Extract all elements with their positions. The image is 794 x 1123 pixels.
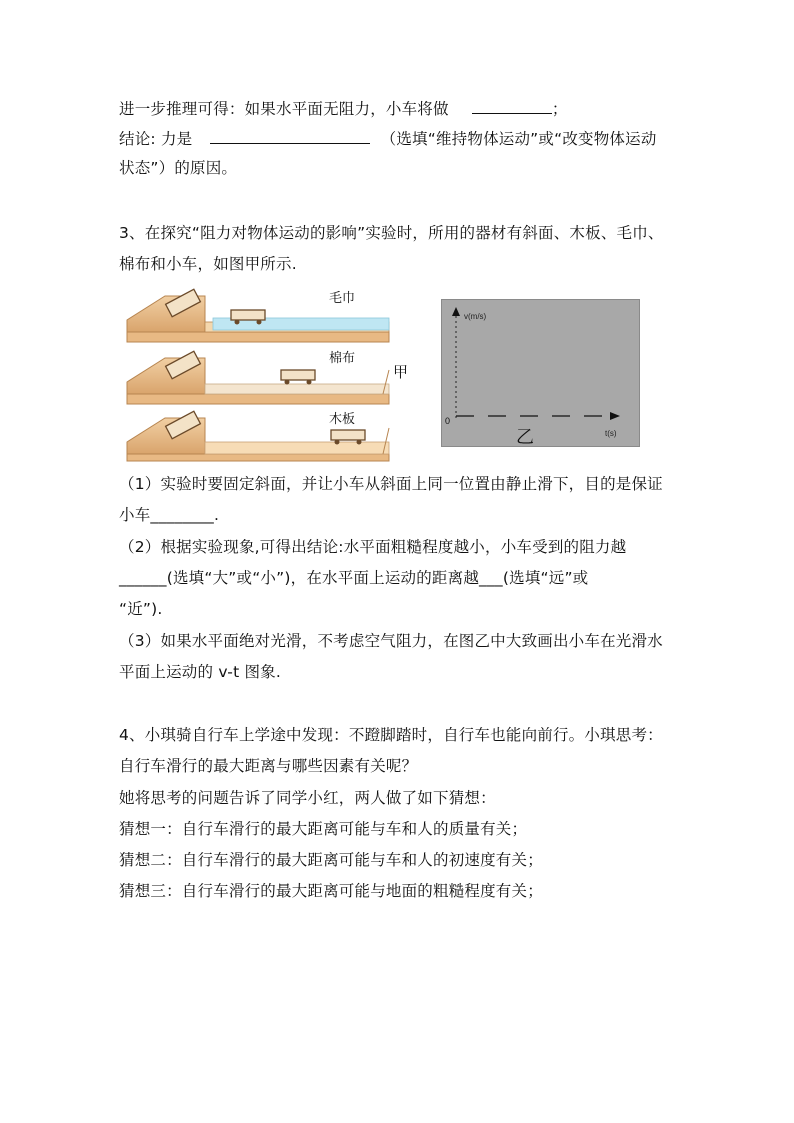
q2-conclusion-line2: 结论: 力是 （选填“维持物体运动”或“改变物体运动 [119,130,657,148]
answer-blank[interactable] [210,128,370,144]
q3-part1-line2: 小车________. [119,506,220,524]
figure-jia-label: 甲 [393,364,409,381]
figure-yi-graph[interactable] [441,299,640,447]
figure-jia-ramps [125,282,415,462]
x-axis-arrow-icon [610,412,620,420]
q4-intro-line2: 自行车滑行的最大距离与哪些因素有关呢？ [119,757,418,775]
surface-label-towel: 毛巾 [329,290,356,305]
q4-guess1: 猜想一：自行车滑行的最大距离可能与车和人的质量有关； [119,820,528,838]
q4-guess3: 猜想三：自行车滑行的最大距离可能与地面的粗糙程度有关； [119,882,543,900]
q3-part2-line3: “近”). [119,600,163,618]
q2-conclusion-line1: 进一步推理可得：如果水平面无阻力，小车将做 ； [119,100,568,118]
vt-axes [442,300,639,446]
origin-label: 0 [445,416,451,426]
surface-label-cotton: 棉布 [329,350,356,365]
q4-intro-line3: 她将思考的问题告诉了同学小红，两人做了如下猜想： [119,789,496,807]
q3-part2-line1: （2）根据实验现象,可得出结论:水平面粗糙程度越小，小车受到的阻力越 [119,538,627,556]
q3-part3-line2: 平面上运动的 v-t 图象. [119,663,282,681]
answer-blank[interactable] [472,98,552,114]
q4-guess2: 猜想二：自行车滑行的最大距离可能与车和人的初速度有关； [119,851,543,869]
q3-part1-line1: （1）实验时要固定斜面，并让小车从斜面上同一位置由静止滑下，目的是保证 [119,475,663,493]
q4-intro-line1: 4、小琪骑自行车上学途中发现：不蹬脚踏时，自行车也能向前行。小琪思考： [119,726,663,744]
x-axis-label: t(s) [605,429,617,438]
y-axis-arrow-icon [452,307,460,316]
y-axis-label: v(m/s) [464,312,487,321]
q2-conclusion-line3: 状态”）的原因。 [119,159,238,177]
q3-part2-line2: ______(选填“大”或“小”)，在水平面上运动的距离越___(选填“远”或 [119,569,589,587]
q3-part3-line1: （3）如果水平面绝对光滑，不考虑空气阻力，在图乙中大致画出小车在光滑水 [119,632,663,650]
cart-icon [281,370,315,385]
surface-label-wood: 木板 [329,411,356,426]
q3-intro-line1: 3、在探究“阻力对物体运动的影响”实验时，所用的器材有斜面、木板、毛巾、 [119,224,664,242]
figure-yi-label: 乙 [516,427,534,446]
q3-intro-line2: 棉布和小车，如图甲所示. [119,255,297,273]
